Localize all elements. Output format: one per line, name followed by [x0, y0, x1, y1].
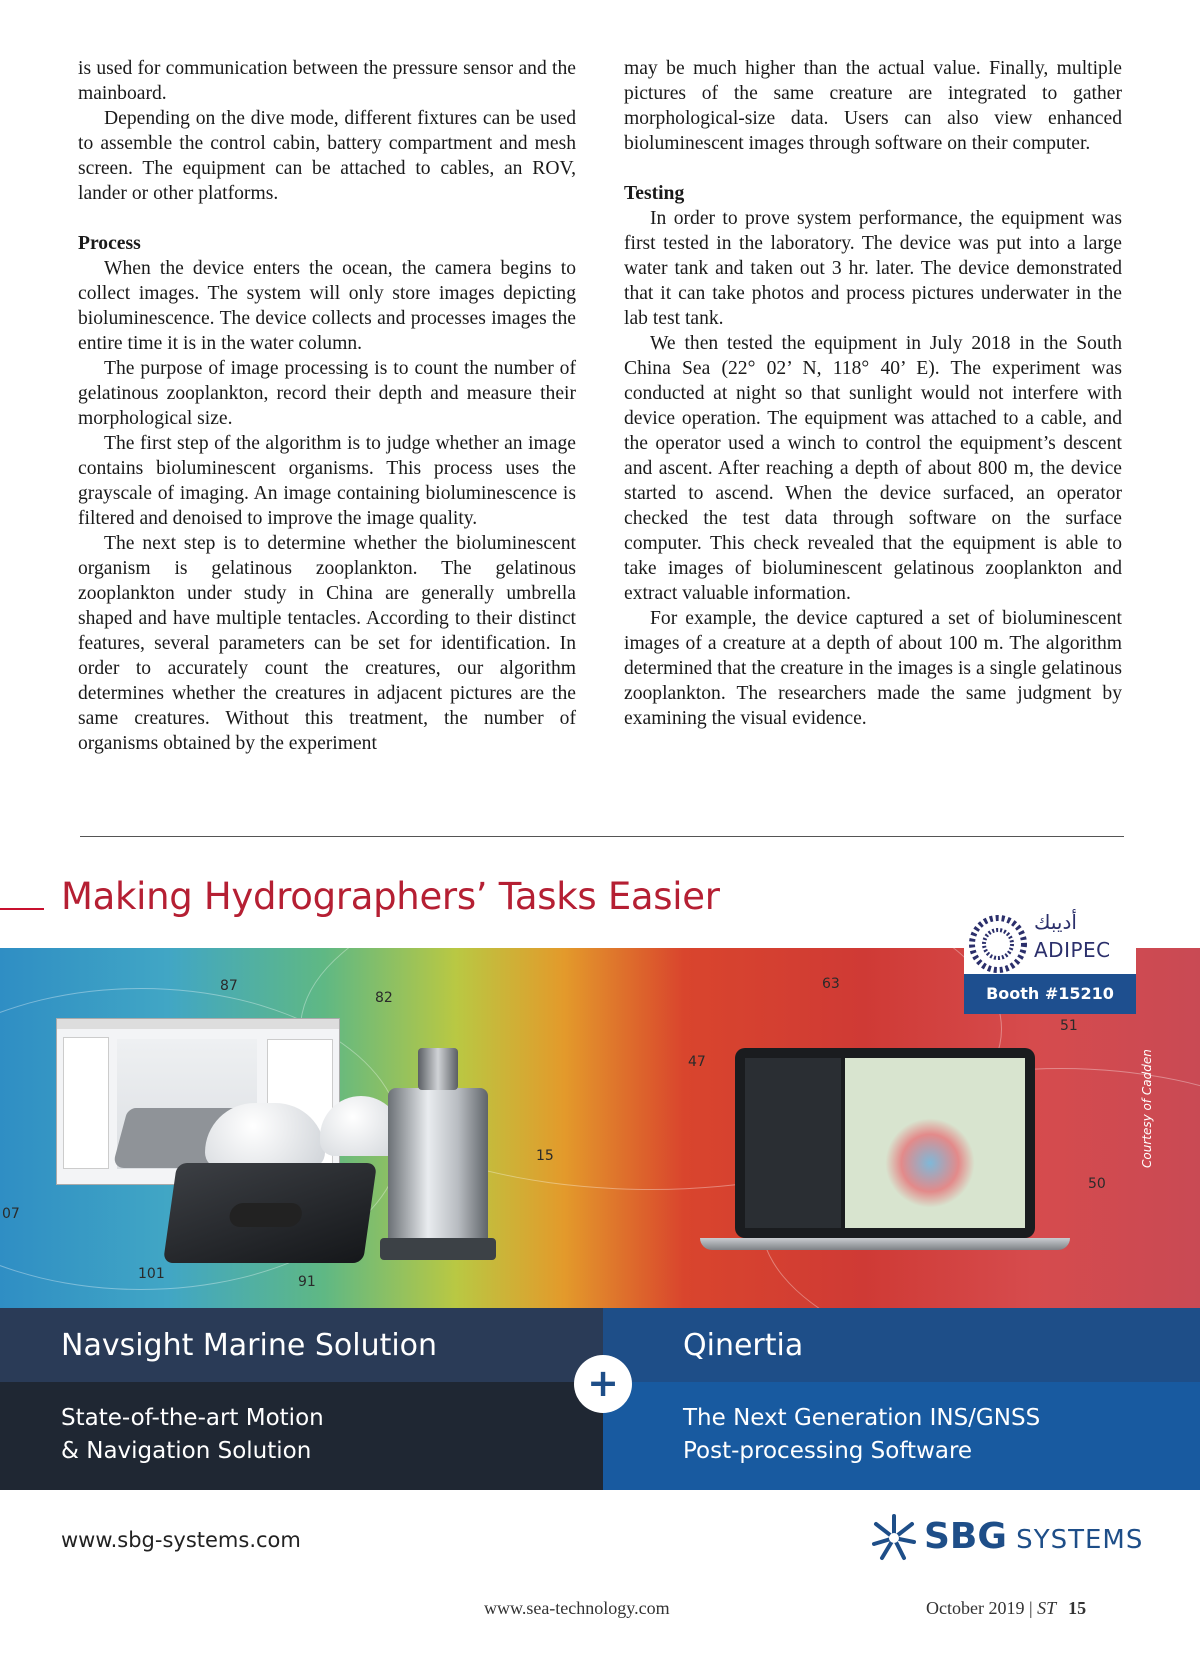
navsight-sub-line1: State-of-the-art Motion: [61, 1405, 324, 1431]
map-depth-label: 47: [688, 1054, 706, 1070]
navsight-heading-panel: [0, 1308, 603, 1382]
sbg-brand-text: [924, 1516, 1143, 1557]
laptop-screenshot: [735, 1048, 1035, 1238]
paragraph: For example, the device captured a set of bioluminescent images of a creature at a depth of about 100 m. The algorithm determined that the creature in the images is a single gelatinous zooplankton. The researchers made the same judgment by examining the visual evidence.: [624, 608, 1122, 729]
adipec-name: ADIPEC: [1034, 938, 1111, 962]
navsight-sub-panel: [0, 1382, 603, 1490]
sbg-brand-bold: SBG: [924, 1516, 1007, 1557]
map-depth-label: 15: [536, 1148, 554, 1164]
ad-title: Making Hydrographers’ Tasks Easier: [61, 875, 720, 918]
sbg-website-link[interactable]: www.sbg-systems.com: [61, 1528, 301, 1552]
image-credit: Courtesy of Cadden: [1140, 1049, 1154, 1168]
paragraph: The first step of the algorithm is to judge whether an image contains bioluminescent organisms. This process uses the grayscale of imaging. An image containing bioluminescence is filtered and denoised to improve the image quality.: [78, 433, 576, 529]
booth-badge: Booth #15210: [964, 974, 1136, 1014]
map-depth-label: 87: [220, 978, 238, 994]
paragraph: We then tested the equipment in July 2018 in the South China Sea (22° 02’ N, 118° 40’ E). The experiment was conducted at night so that sunlight would not interfere with device operation. The equipment was attached to a cable, and the operator used a winch to control the equipment’s descent and ascent. After reaching a depth of about 800 m, the device started to ascend. When the device surfaced, an operator checked the test data through software on the surface computer. This check revealed that the equipment is able to take images of bioluminescent gelatinous zooplankton and extract valuable information.: [624, 333, 1122, 604]
section-divider: [80, 836, 1124, 837]
paragraph: Depending on the dive mode, different fixtures can be used to assemble the control cabin, battery compartment and mesh screen. The equipment can be attached to cables, an ROV, lander or other platforms.: [78, 108, 576, 204]
map-depth-label: 50: [1088, 1176, 1106, 1192]
ins-cylinder-image: [388, 1088, 488, 1248]
map-depth-label: 07: [2, 1206, 20, 1222]
map-depth-label: 91: [298, 1274, 316, 1290]
paragraph: In order to prove system performance, the equipment was first tested in the laboratory. The device was put into a large water tank and taken out 3 hr. later. The device demonstrated that it can take photos and process pictures underwater in the lab test tank.: [624, 208, 1122, 329]
qinertia-sub-line1: The Next Generation INS/GNSS: [683, 1405, 1041, 1431]
article-column-right: [624, 56, 1122, 731]
paragraph: may be much higher than the actual value. Finally, multiple pictures of the same creature are integrated to gather morphological-size data. Users can also view enhanced bioluminescent images through software on their computer.: [624, 58, 1122, 154]
laptop-base: [700, 1238, 1070, 1250]
paragraph: The next step is to determine whether the bioluminescent organism is gelatinous zooplankton. The gelatinous zooplankton under study in China are generally umbrella shaped and have multiple tentacles. According to their distinct features, several parameters can be set for identification. In order to accurately count the creatures, our algorithm determines whether the creatures in adjacent pictures are the same creatures. Without this treatment, the number of organisms obtained by the experiment: [78, 533, 576, 754]
map-depth-label: 51: [1060, 1018, 1078, 1034]
paragraph: is used for communication between the pressure sensor and the mainboard.: [78, 58, 576, 104]
qinertia-sub-panel: [603, 1382, 1200, 1490]
sbg-systems-logo: [870, 1512, 1150, 1572]
navsight-heading: Navsight Marine Solution: [61, 1328, 438, 1363]
ad-title-accent: [0, 908, 44, 910]
adipec-emblem-icon: [968, 914, 1028, 974]
ins-device-box-image: [163, 1163, 377, 1263]
article-column-left: [78, 56, 576, 756]
map-depth-label: 63: [822, 976, 840, 992]
sbg-brand-systems: SYSTEMS: [1006, 1525, 1144, 1555]
qinertia-heading-panel: [603, 1308, 1200, 1382]
map-depth-label: 101: [138, 1266, 165, 1282]
qinertia-sub-line2: Post-processing Software: [683, 1438, 973, 1464]
footer-website[interactable]: www.sea-technology.com: [484, 1598, 670, 1618]
footer-issue-info: [926, 1598, 1086, 1619]
page-number: 15: [1068, 1598, 1087, 1618]
section-heading-process: Process: [78, 233, 141, 254]
section-heading-testing: Testing: [624, 183, 685, 204]
footer-magazine: ST: [1037, 1598, 1057, 1618]
qinertia-heading: Qinertia: [683, 1328, 804, 1363]
navsight-sub-line2: & Navigation Solution: [61, 1438, 312, 1464]
footer-date: October 2019 |: [926, 1598, 1038, 1618]
paragraph: The purpose of image processing is to count the number of gelatinous zooplankton, record their depth and measure their morphological size.: [78, 358, 576, 429]
sbg-starburst-icon: [870, 1512, 918, 1564]
plus-icon: +: [574, 1355, 632, 1413]
adipec-arabic-name: أديبك: [1034, 910, 1077, 934]
map-depth-label: 82: [375, 990, 393, 1006]
paragraph: When the device enters the ocean, the camera begins to collect images. The system will only store images depicting bioluminescence. The device collects and processes images the entire time it is in the water column.: [78, 258, 576, 354]
